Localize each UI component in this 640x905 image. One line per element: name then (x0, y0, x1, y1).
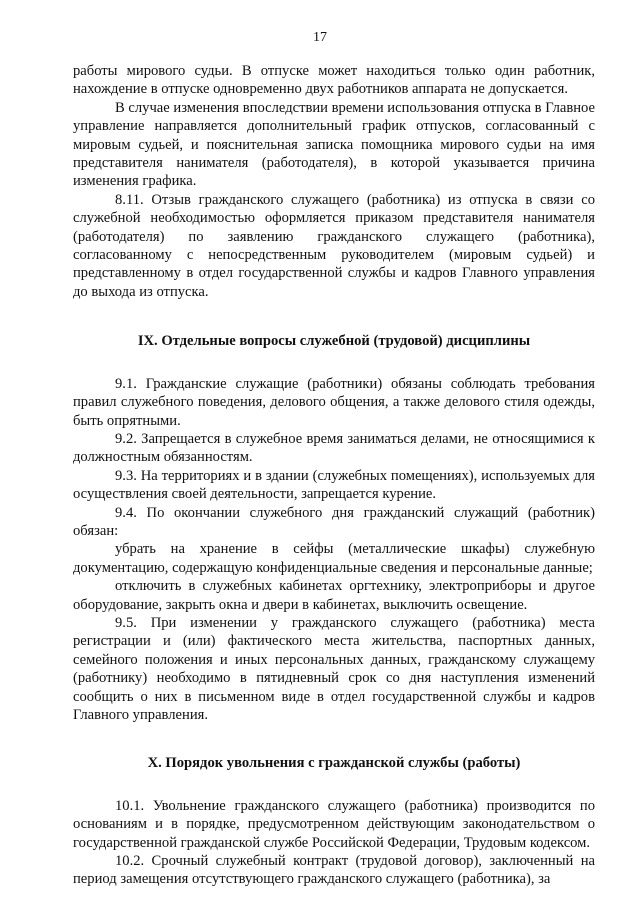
list-item-store-documents: убрать на хранение в сейфы (металлические шкафы) служебную документацию, содержащую конфиденциальные сведения и персональные данные; (73, 541, 595, 576)
paragraph-9-1: 9.1. Гражданские служащие (работники) обязаны соблюдать требования правил служебного поведения, делового общения, а также делового стиля одежды, быть опрятными. (73, 375, 595, 429)
paragraph-9-5: 9.5. При изменении у гражданского служащего (работника) места регистрации и (или) фактического места жительства, паспортных данных, семейного положения и иных персональных данных, гражданскому служащему (работнику) необходимо в пятидневный срок со дня наступления изменений сообщить о них в письменном виде в отдел государственной службы и кадров Главного управления. (73, 614, 595, 723)
paragraph-9-2: 9.2. Запрещается в служебное время заниматься делами, не относящимися к должностным обязанностям. (73, 430, 595, 466)
paragraph-9-3: 9.3. На территориях и в здании (служебных помещениях), используемых для осуществления своей деятельности, запрещается курение. (73, 467, 595, 503)
page-number: 17 (313, 30, 327, 45)
paragraph-10-1: 10.1. Увольнение гражданского служащего (работника) производится по основаниям и в порядке, предусмотренном действующим законодательством о государственной гражданской службе Российской Федерации, Трудовым кодексом. (73, 797, 595, 851)
paragraph-schedule-change: В случае изменения впоследствии времени использования отпуска в Главное управление направляется дополнительный график отпусков, согласованный с мировым судьей, и пояснительная записка помощника мирового судьи на имя представителя нанимателя (работодателя), в которой указывается причина изменения графика. (73, 99, 595, 190)
section-heading-9: IX. Отдельные вопросы служебной (трудовой) дисциплины (137, 333, 531, 350)
list-item-switch-off-equipment: отключить в служебных кабинетах оргтехнику, электроприборы и другое оборудование, закрыть окна и двери в кабинетах, выключить освещение. (73, 578, 595, 613)
paragraph-10-2: 10.2. Срочный служебный контракт (трудовой договор), заключенный на период замещения отсутствующего гражданского служащего (работника), за (73, 853, 595, 888)
paragraph-9-4: 9.4. По окончании служебного дня гражданский служащий (работник) обязан: (73, 504, 595, 539)
paragraph-8-11: 8.11. Отзыв гражданского служащего (работника) из отпуска в связи со служебной необходимостью оформляется приказом представителя нанимателя (работодателя) по заявлению гражданского служащего (работника), согласованному с непосредственным руководителем (мировым судьей) и представленному в отдел государственной службы и кадров Главного управления до выхода из отпуска. (73, 191, 595, 300)
paragraph-continuation: работы мирового судьи. В отпуске может находиться только один работник, нахождение в отпуске одновременно двух работников аппарата не допускается. (73, 63, 595, 98)
section-heading-10: X. Порядок увольнения с гражданской службы (работы) (147, 755, 521, 772)
document-body (73, 62, 595, 889)
